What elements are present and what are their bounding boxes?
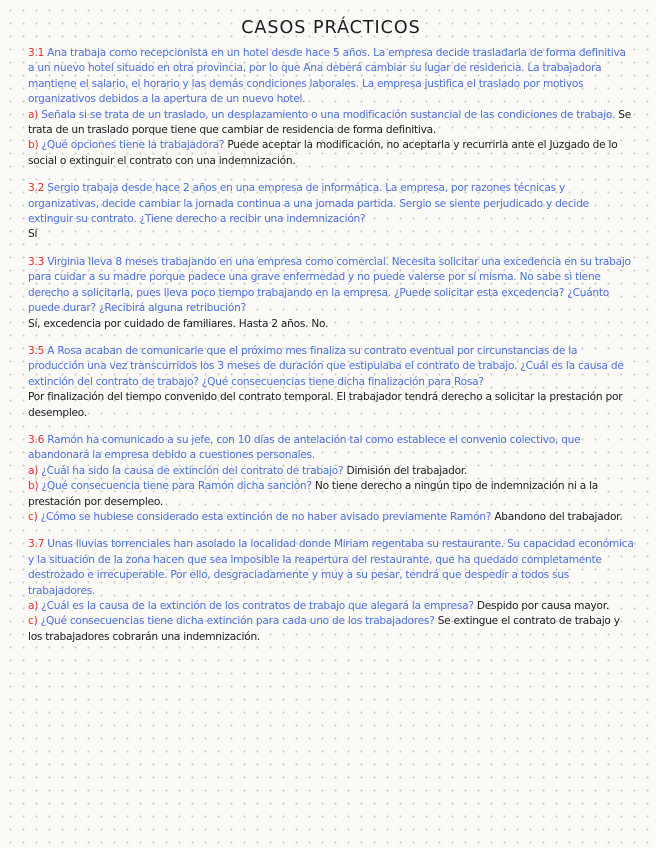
answer-text: Despido por causa mayor. — [476, 600, 609, 612]
page-title: CASOS PRÁCTICOS — [241, 18, 421, 38]
case-number: 3.6 — [28, 433, 45, 446]
question-text: ¿Cuál ha sido la causa de extinción del contrato de trabajo? — [41, 464, 344, 477]
case-text: Virginia lleva 8 meses trabajando en una empresa como comercial. Necesita solicitar una excedencia en su trabajo para cuidar a su madre porque padece una grave enfermedad y no puede valerse por sí misma. No sabe si tiene derecho a solicitarla, pues lleva poco tiempo trabajando en la empresa. ¿Puede solicitar esta excedencia? ¿Cuánto puede durar? ¿Recibirá alguna retribución? — [28, 255, 631, 315]
question-label: a) — [28, 600, 39, 612]
case-statement — [28, 537, 634, 599]
case-text: Ramón ha comunicado a su jefe, con 10 días de antelación tal como establece el convenio colectivo, que abandonará la empresa debido a cuestiones personales. — [28, 433, 581, 462]
answer-text: Sí, excedencia por cuidado de familiares. Hasta 2 años. No. — [28, 317, 329, 330]
question-label: b) — [28, 139, 39, 152]
case-statement — [28, 433, 634, 464]
question-item — [28, 138, 634, 169]
question-label: a) — [28, 108, 39, 121]
case-3-2 — [28, 181, 634, 243]
question-item — [28, 479, 634, 510]
case-3-6 — [28, 433, 634, 525]
case-statement — [28, 344, 634, 390]
case-3-5 — [28, 344, 634, 421]
case-3-1 — [28, 46, 634, 169]
question-label: c) — [28, 510, 38, 523]
case-text: Sergio trabaja desde hace 2 años en una empresa de informática. La empresa, por razones técnicas y organizativas, decide cambiar la jornada continua a una jornada partida. Sergio se siente perjudicado y decide extinguir su contrato. ¿Tiene derecho a recibir una indemnización? — [28, 182, 589, 226]
question-text: ¿Cómo se hubiese considerado esta extinción de no haber avisado previamente Ramón? — [40, 510, 492, 523]
question-text: ¿Cuál es la causa de la extinción de los contratos de trabajo que alegará la empresa? — [41, 600, 474, 612]
case-text: A Rosa acaban de comunicarle que el próximo mes finaliza su contrato eventual por circunstancias de la producción una vez transcurridos los 3 meses de duración que estipulaba el contrato de trabajo. ¿Cuál es la causa de extinción del contrato de trabajo? ¿Qué consecuencias tiene dicha finalización para Rosa? — [28, 344, 624, 388]
case-number: 3.7 — [28, 538, 45, 551]
case-statement — [28, 46, 634, 108]
question-text: ¿Qué opciones tiene la trabajadora? — [41, 139, 225, 152]
case-3-7 — [28, 537, 634, 645]
case-number: 3.2 — [28, 182, 45, 195]
case-text: Ana trabaja como recepcionista en un hotel desde hace 5 años. La empresa decide trasladarla de forma definitiva a un nuevo hotel situado en otra provincia, por lo que Ana deberá cambiar su lugar de residencia. La trabajadora mantiene el salario, el horario y las demás condiciones laborales. La empresa justifica el traslado por motivos organizativos debidos a la apertura de un nuevo hotel. — [28, 47, 626, 106]
case-number: 3.3 — [28, 255, 45, 268]
question-item — [28, 599, 634, 614]
answer-text: No tiene derecho a ningún tipo de indemnización ni a la prestación por desempleo. — [28, 480, 599, 508]
answer-text: Dimisión del trabajador. — [346, 464, 468, 477]
question-label: a) — [28, 464, 39, 477]
question-text: Señala si se trata de un traslado, un desplazamiento o una modificación sustancial de las condiciones de trabajo. — [41, 108, 616, 121]
answer-text: Abandono del trabajador. — [494, 510, 623, 523]
case-3-3 — [28, 255, 634, 332]
question-item — [28, 108, 634, 139]
case-statement — [28, 181, 634, 227]
question-item — [28, 614, 634, 645]
question-text: ¿Qué consecuencia tiene para Ramón dicha sanción? — [41, 480, 312, 493]
answer-text: Por finalización del tiempo convenido del contrato temporal. El trabajador tendrá derecho a solicitar la prestación por desempleo. — [28, 391, 623, 419]
case-text: Unas lluvias torrenciales han asolado la localidad donde Miriam regentaba su restaurante. Su capacidad económica y la situación de la zona hacen que sea imposible la reapertura del restaurante, que ha quedado completamente destrozado e irrecuperable. Por ello, desgraciadamente y muy a su pesar, tendrá que despedir a todos sus trabajadores. — [28, 538, 634, 597]
question-text: ¿Qué consecuencias tiene dicha extinción para cada uno de los trabajadores? — [40, 615, 435, 628]
answer-text: Puede aceptar la modificación, no aceptarla y recurrirla ante el Juzgado de lo social o extinguir el contrato con una indemnización. — [28, 139, 618, 167]
question-item — [28, 510, 634, 525]
case-statement — [28, 255, 634, 317]
answer-text: Se extingue el contrato de trabajo y los trabajadores cobrarán una indemnización. — [28, 615, 620, 643]
question-item — [28, 464, 634, 479]
question-label: b) — [28, 480, 39, 493]
case-number: 3.1 — [28, 47, 45, 59]
answer-text: Sí — [28, 228, 38, 241]
answer-text: Se trata de un traslado porque tiene que cambiar de residencia de forma definitiva. — [28, 108, 631, 137]
case-number: 3.5 — [28, 344, 45, 357]
question-label: c) — [28, 615, 38, 628]
